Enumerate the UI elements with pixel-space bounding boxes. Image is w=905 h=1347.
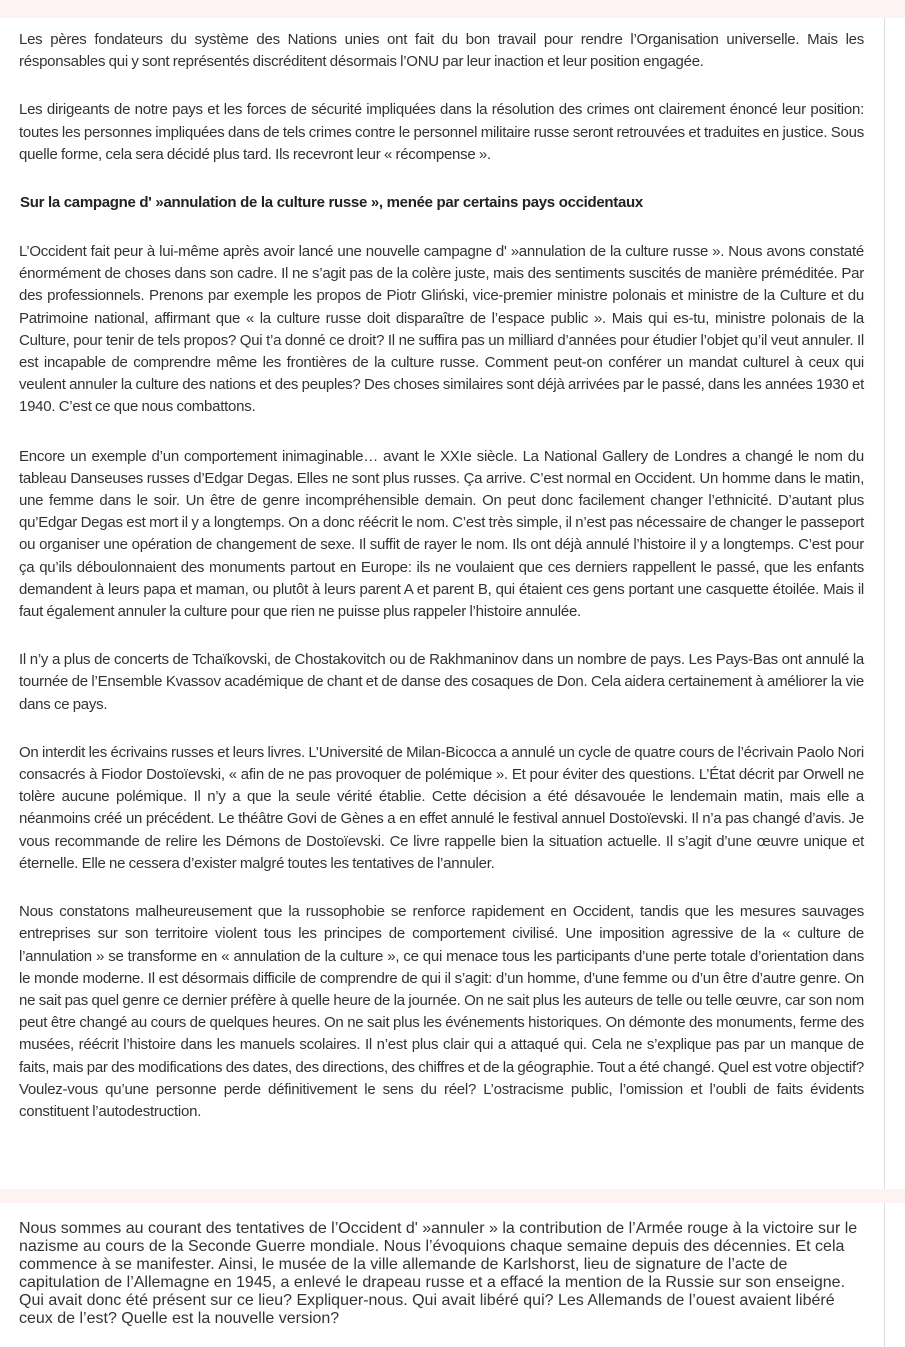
top-band — [0, 0, 905, 18]
paragraph: Nous constatons malheureusement que la russophobie se renforce rapidement en Occident, tandis que les mesures sauvages entreprises sur son territoire violent tous les principes de comportement civilisé. Une imposition agressive de la « culture de l’annulation » se transforme en « annulation de la culture », ce qui menace tous les participants d’une perte totale d’orientation dans le monde moderne. Il est désormais difficile de comprendre de qui il s’agit: d’un homme, d’une femme ou d’un être d’autre genre. On ne sait pas quel genre ce dernier préfère à quelle heure de la journée. On ne sait plus les auteurs de telle ou telle œuvre, car son nom peut être changé au cours de quelques heures. On ne sait plus les événements historiques. On démonte des monuments, ferme des musées, réécrit l’histoire dans les manuels scolaires. Il n’est plus clair qui a attaqué qui. Cela ne s’explique pas par un manque de faits, mais par des modifications des dates, des directions, des chiffres et de la géographie. Tout a été changé. Quel est votre objectif? Voulez-vous qu’une personne perde définitivement le sens du réel? L’ostracisme public, l’omission et l’oubli de faits évidents constituent l’autodestruction. — [19, 903, 864, 1120]
article-continuation — [19, 1204, 864, 1344]
paragraph: L’Occident fait peur à lui-même après avoir lancé une nouvelle campagne d' »annulation de la culture russe ». Nous avons constaté énormément de choses dans son cadre. Il ne s’agit pas de la colère juste, mais des sentiments suscités de manière préméditée. Par des professionnels. Prenons par exemple les propos de Piotr Gliński, vice-premier ministre polonais et ministre de la Culture et du Patrimoine national, affirmant que « la culture russe doit disparaître de l’espace public ». Mais qui es-tu, ministre polonais de la Culture, pour tenir de tels propos? Qui t’a donné ce droit? Il ne suffira pas un milliard d’années pour étudier l’objet qu’il veut annuler. Il est incapable de comprendre même les frontières de la culture russe. Comment peut-on conférer un mandat culturel à ceux qui veulent annuler la culture des nations et des peuples? Des choses similaires sont déjà arrivées par le passé, dans les années 1930 et 1940. C’est ce que nous combattons. — [19, 243, 864, 416]
right-divider — [884, 18, 885, 1189]
paragraph: Il n’y a plus de concerts de Tchaïkovski, de Chostakovitch ou de Rakhmaninov dans un nombre de pays. Les Pays-Bas ont annulé la tournée de l’Ensemble Kvassov académique de chant et de danse des cosaques de Don. Cela aidera certainement à améliorer la vie dans ce pays. — [19, 651, 864, 713]
right-divider — [884, 1203, 885, 1347]
paragraph: Encore un exemple d’un comportement inimaginable… avant le XXIe siècle. La National Gallery de Londres a changé le nom du tableau Danseuses russes d’Edgar Degas. Elles ne sont plus russes. Ça arrive. C’est normal en Occident. Un homme dans le matin, une femme dans le soir. Un être de genre incompréhensible demain. On peut donc facilement changer l’ethnicité. D’autant plus qu’Edgar Degas est mort il y a longtemps. On a donc réécrit le nom. C’est très simple, il n’est pas nécessaire de changer le passeport ou organiser une opération de changement de sexe. Il suffit de rayer le nom. Ils ont déjà annulé l’histoire il y a longtemps. C’est pour ça qu’ils déboulonnaient des monuments partout en Europe: ils ne voulaient que ces derniers rappellent le passé, que les enfants demandent à leurs papa et maman, ou plutôt à leurs parent A et parent B, qui étaient ces gens portant une casquette étoilée. Mais il faut également annuler la culture pour que rien ne puisse plus rappeler l’histoire annulée. — [19, 447, 864, 621]
paragraph: Nous sommes au courant des tentatives de l’Occident d' »annuler » la contribution de l’Armée rouge à la victoire sur le nazisme au cours de la Seconde Guerre mondiale. Nous l’évoquions chaque semaine depuis des décennies. Et cela commence à se manifester. Ainsi, le musée de la ville allemande de Karlshorst, lieu de signature de l’acte de capitulation de l’Allemagne en 1945, a enlevé le drapeau russe et a effacé la mention de la Russie sur son enseigne. Qui avait donc été présent sur ce lieu? Expliquer-nous. Qui avait libéré qui? Les Allemands de l’ouest avaient libéré ceux de l’est? Quelle est la nouvelle version? — [19, 1220, 858, 1327]
article-content — [19, 29, 864, 1123]
paragraph: Les pères fondateurs du système des Nations unies ont fait du bon travail pour rendre l’Organisation universelle. Mais les résponsables qui y sont représentés discréditent désormais l’ONU par leur inaction et leur position engagée. — [19, 31, 864, 71]
separator-band — [0, 1189, 905, 1203]
paragraph: On interdit les écrivains russes et leurs livres. L’Université de Milan-Bicocca a annulé un cycle de quatre cours de l’écrivain Paolo Nori consacrés à Fiodor Dostoïevski, « afin de ne pas provoquer de polémique ». Et pour éviter des questions. L’État décrit par Orwell ne tolère aucune polémique. Il n’y a que la seule vérité établie. Cette décision a été désavouée le lendemain matin, mais elle a néanmoins créé un précédent. Le théâtre Govi de Gènes a en effet annulé le festival annuel Dostoïevski. Il n’a pas changé d’avis. Je vous recommande de relire les Démons de Dostoïevski. Ce livre rappelle bien la situation actuelle. Il s’agit d’une œuvre unique et éternelle. Elle ne cessera d’exister malgré toutes les tentatives de l’annuler. — [19, 743, 864, 872]
paragraph: Les dirigeants de notre pays et les forces de sécurité impliquées dans la résolution des crimes ont clairement énoncé leur position: toutes les personnes impliquées dans de tels crimes contre le personnel militaire russe seront retrouvées et traduites en justice. Sous quelle forme, cela sera décidé plus tard. Ils recevront leur « récompense ». — [19, 101, 864, 163]
section-heading: Sur la campagne d' »annulation de la culture russe », menée par certains pays occidentaux — [20, 194, 643, 212]
